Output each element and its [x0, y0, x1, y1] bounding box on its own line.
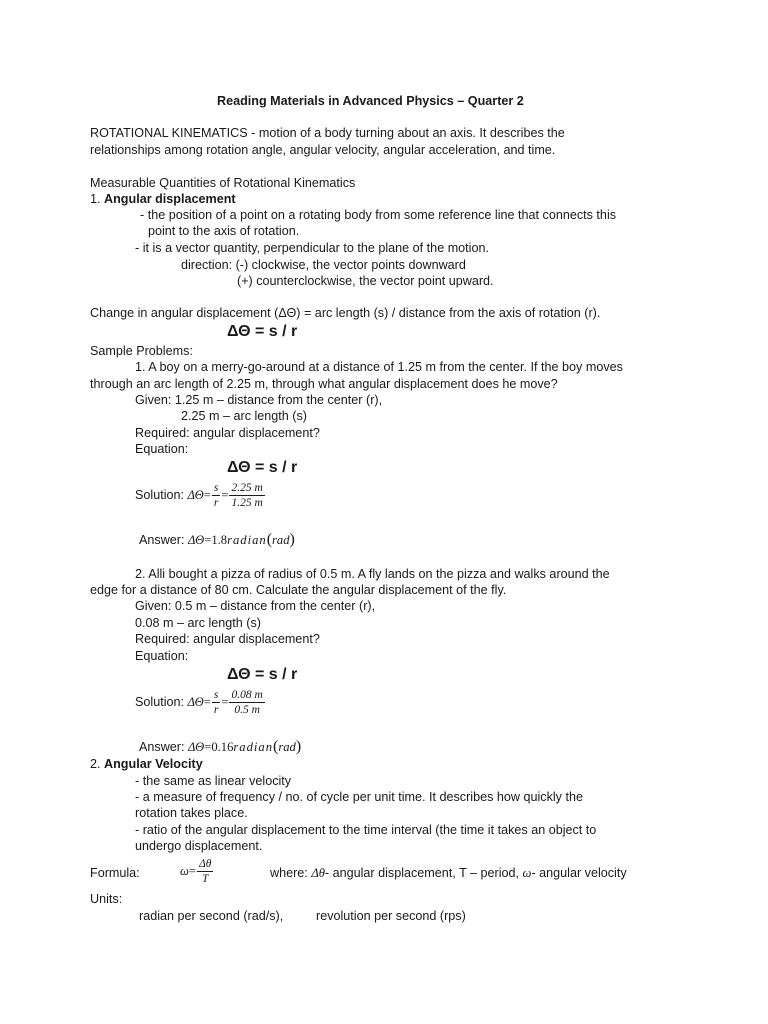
unit-rev-per-second: revolution per second (rps)	[316, 909, 466, 923]
problem-1-text-2: through an arc length of 2.25 m, through what angular displacement does he move?	[90, 377, 558, 391]
problem-2-solution-lhs: ΔΘ	[187, 695, 204, 709]
problem-1-fraction-symbolic: $\frac{s}{r}$	[213, 482, 219, 510]
item-1-title: Angular displacement	[104, 192, 236, 206]
problem-2-answer-label: Answer:	[139, 740, 188, 754]
item-1-def-2: - it is a vector quantity, perpendicular to the plane of the motion.	[135, 241, 489, 255]
item-2-def-1: - the same as linear velocity	[135, 774, 292, 788]
problem-2-text-2: edge for a distance of 80 cm. Calculate the angular displacement of the fly.	[90, 583, 507, 597]
item-2-def-3a: - ratio of the angular displacement to the time interval (the time it takes an object to	[135, 823, 597, 837]
angular-velocity-formula: ω= $\frac{\Delta\theta}{T}$	[180, 858, 212, 886]
problem-1-solution-label: Solution:	[135, 488, 188, 502]
item-2-def-2b: rotation takes place.	[135, 806, 248, 820]
unit-rad-per-second: radian per second (rad/s),	[139, 909, 284, 923]
sample-problems-label: Sample Problems:	[90, 344, 193, 358]
document-title: Reading Materials in Advanced Physics – Quarter 2	[217, 94, 524, 108]
section-heading: Measurable Quantities of Rotational Kinematics	[90, 176, 356, 190]
change-definition: Change in angular displacement (ΔΘ) = arc length (s) / distance from the axis of rotation (r).	[90, 306, 601, 320]
item-2-number: 2.	[90, 757, 105, 771]
problem-2-equation: ΔΘ = s / r	[227, 666, 298, 683]
formula-label: Formula:	[90, 866, 140, 880]
item-2-def-3b: undergo displacement.	[135, 839, 263, 853]
problem-2-given-1: Given: 0.5 m – distance from the center (r),	[135, 599, 376, 613]
problem-1-given-1: Given: 1.25 m – distance from the center (r),	[135, 393, 383, 407]
problem-1-answer-label: Answer:	[139, 533, 188, 547]
problem-2-given-2: 0.08 m – arc length (s)	[135, 616, 261, 630]
intro-line-2: relationships among rotation angle, angular velocity, angular acceleration, and time.	[90, 143, 556, 157]
problem-2-answer: Answer: ΔΘ=0.16radian(rad)	[139, 738, 302, 755]
problem-1-required: Required: angular displacement?	[135, 426, 320, 440]
problem-2-required: Required: angular displacement?	[135, 632, 320, 646]
direction-clockwise: direction: (-) clockwise, the vector points downward	[181, 258, 466, 272]
problem-2-text-1: 2. Alli bought a pizza of radius of 0.5 m. A fly lands on the pizza and walks around the	[135, 567, 610, 581]
item-1-def-1a: - the position of a point on a rotating body from some reference line that connects this	[140, 208, 617, 222]
problem-1-text-1: 1. A boy on a merry-go-around at a distance of 1.25 m from the center. If the boy moves	[135, 360, 623, 374]
units-label: Units:	[90, 892, 123, 906]
problem-1-answer: Answer: ΔΘ=1.8radian(rad)	[139, 531, 295, 548]
intro-line-1: ROTATIONAL KINEMATICS - motion of a body turning about an axis. It describes the	[90, 126, 565, 140]
main-formula: ΔΘ = s / r	[227, 323, 298, 340]
problem-1-answer-value: 1.8	[211, 533, 228, 547]
problem-1-fraction-values: $\frac{2.25 m}{1.25 m}$	[231, 482, 263, 510]
problem-2-fraction-values: $\frac{0.08 m}{0.5 m}$	[231, 689, 263, 717]
problem-1-given-2: 2.25 m – arc length (s)	[181, 409, 307, 423]
omega-symbol: ω	[180, 864, 189, 878]
item-2-def-2a: - a measure of frequency / no. of cycle per unit time. It describes how quickly the	[135, 790, 583, 804]
angular-velocity-fraction: $\frac{\Delta\theta}{T}$	[199, 858, 212, 886]
item-2-heading	[90, 757, 203, 772]
problem-1-solution: Solution: ΔΘ= $\frac{s}{r}$ = $\frac{2.25 m}{1.25 m}$	[135, 482, 263, 510]
item-1-def-1b: point to the axis of rotation.	[148, 224, 300, 238]
item-1-number: 1.	[90, 192, 105, 206]
problem-1-equation: ΔΘ = s / r	[227, 459, 298, 476]
problem-2-fraction-symbolic: $\frac{s}{r}$	[213, 689, 219, 717]
formula-where: where: Δθ- angular displacement, T – period, ω- angular velocity	[270, 866, 627, 880]
problem-1-equation-label: Equation:	[135, 442, 189, 456]
problem-1-solution-lhs: ΔΘ	[187, 488, 204, 502]
item-2-title: Angular Velocity	[104, 757, 203, 771]
problem-2-solution: Solution: ΔΘ= $\frac{s}{r}$ = $\frac{0.08 m}{0.5 m}$	[135, 689, 263, 717]
problem-2-solution-label: Solution:	[135, 695, 188, 709]
direction-counterclockwise: (+) counterclockwise, the vector point upward.	[237, 274, 494, 288]
problem-2-equation-label: Equation:	[135, 649, 189, 663]
problem-2-answer-value: 0.16	[211, 740, 234, 754]
item-1-heading	[90, 192, 236, 207]
